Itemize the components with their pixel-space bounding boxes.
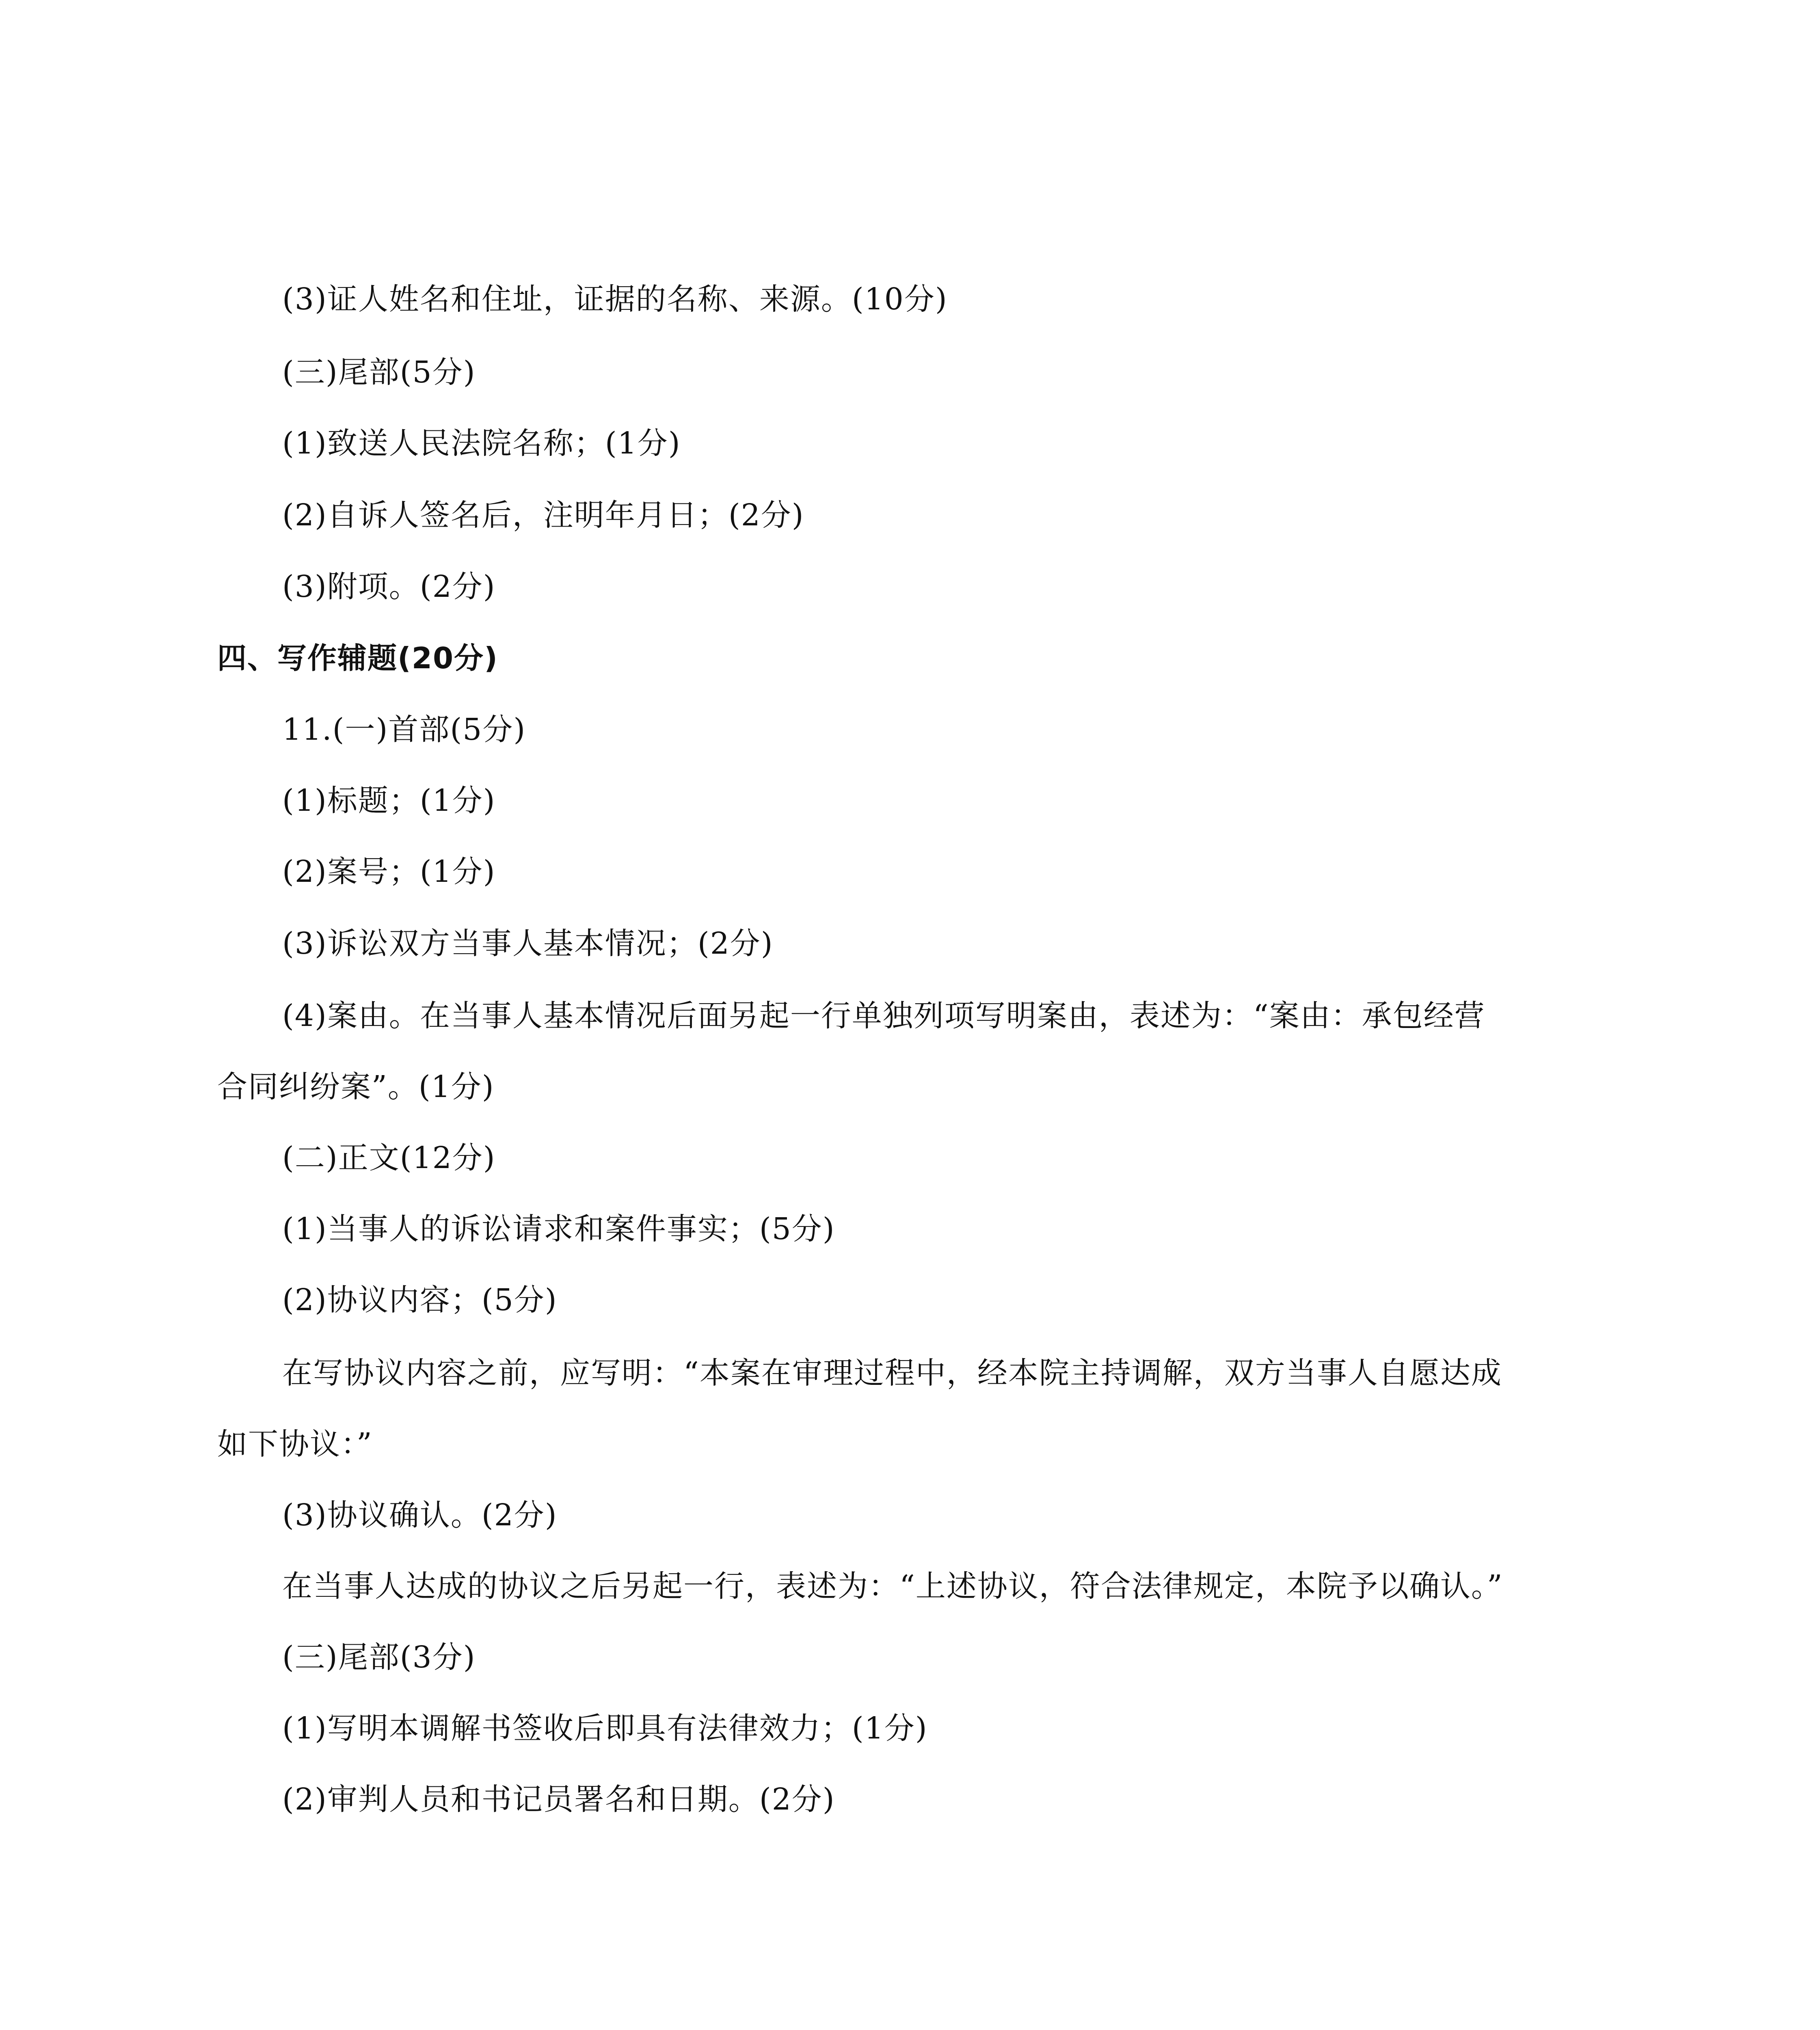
section-heading: (三)尾部(5分) bbox=[282, 355, 476, 390]
text-line: (3)证人姓名和住址，证据的名称、来源。(10分) bbox=[282, 282, 948, 317]
text-line: 合同纠纷案”。(1分) bbox=[217, 1069, 495, 1104]
text-line: (3)附项。(2分) bbox=[282, 569, 496, 604]
text-line: (3)协议确认。(2分) bbox=[282, 1498, 558, 1533]
text-line: (2)案号；(1分) bbox=[282, 854, 496, 889]
text-line: 在写协议内容之前，应写明：“本案在审理过程中，经本院主持调解，双方当事人自愿达成 bbox=[282, 1356, 1502, 1391]
text-line: (1)写明本调解书签收后即具有法律效力；(1分) bbox=[282, 1711, 928, 1746]
text-line: (1)标题；(1分) bbox=[282, 783, 496, 818]
text-line: (2)审判人员和书记员署名和日期。(2分) bbox=[282, 1782, 835, 1817]
text-line: (2)协议内容；(5分) bbox=[282, 1283, 558, 1317]
text-line: 如下协议：” bbox=[217, 1427, 373, 1462]
text-line: (4)案由。在当事人基本情况后面另起一行单独列项写明案由，表述为：“案由：承包经营 bbox=[282, 998, 1485, 1033]
text-line: (2)自诉人签名后，注明年月日；(2分) bbox=[282, 498, 804, 533]
question-heading: 11.(一)首部(5分) bbox=[282, 712, 526, 747]
text-line: 在当事人达成的协议之后另起一行，表述为：“上述协议，符合法律规定，本院予以确认。” bbox=[282, 1569, 1503, 1604]
text-line: (1)致送人民法院名称；(1分) bbox=[282, 426, 681, 461]
text-line: (3)诉讼双方当事人基本情况；(2分) bbox=[282, 926, 774, 961]
part-heading: 四、写作辅题(20分) bbox=[217, 641, 499, 675]
text-line: (1)当事人的诉讼请求和案件事实；(5分) bbox=[282, 1212, 835, 1246]
section-heading: (三)尾部(3分) bbox=[282, 1640, 476, 1675]
section-heading: (二)正文(12分) bbox=[282, 1140, 496, 1175]
